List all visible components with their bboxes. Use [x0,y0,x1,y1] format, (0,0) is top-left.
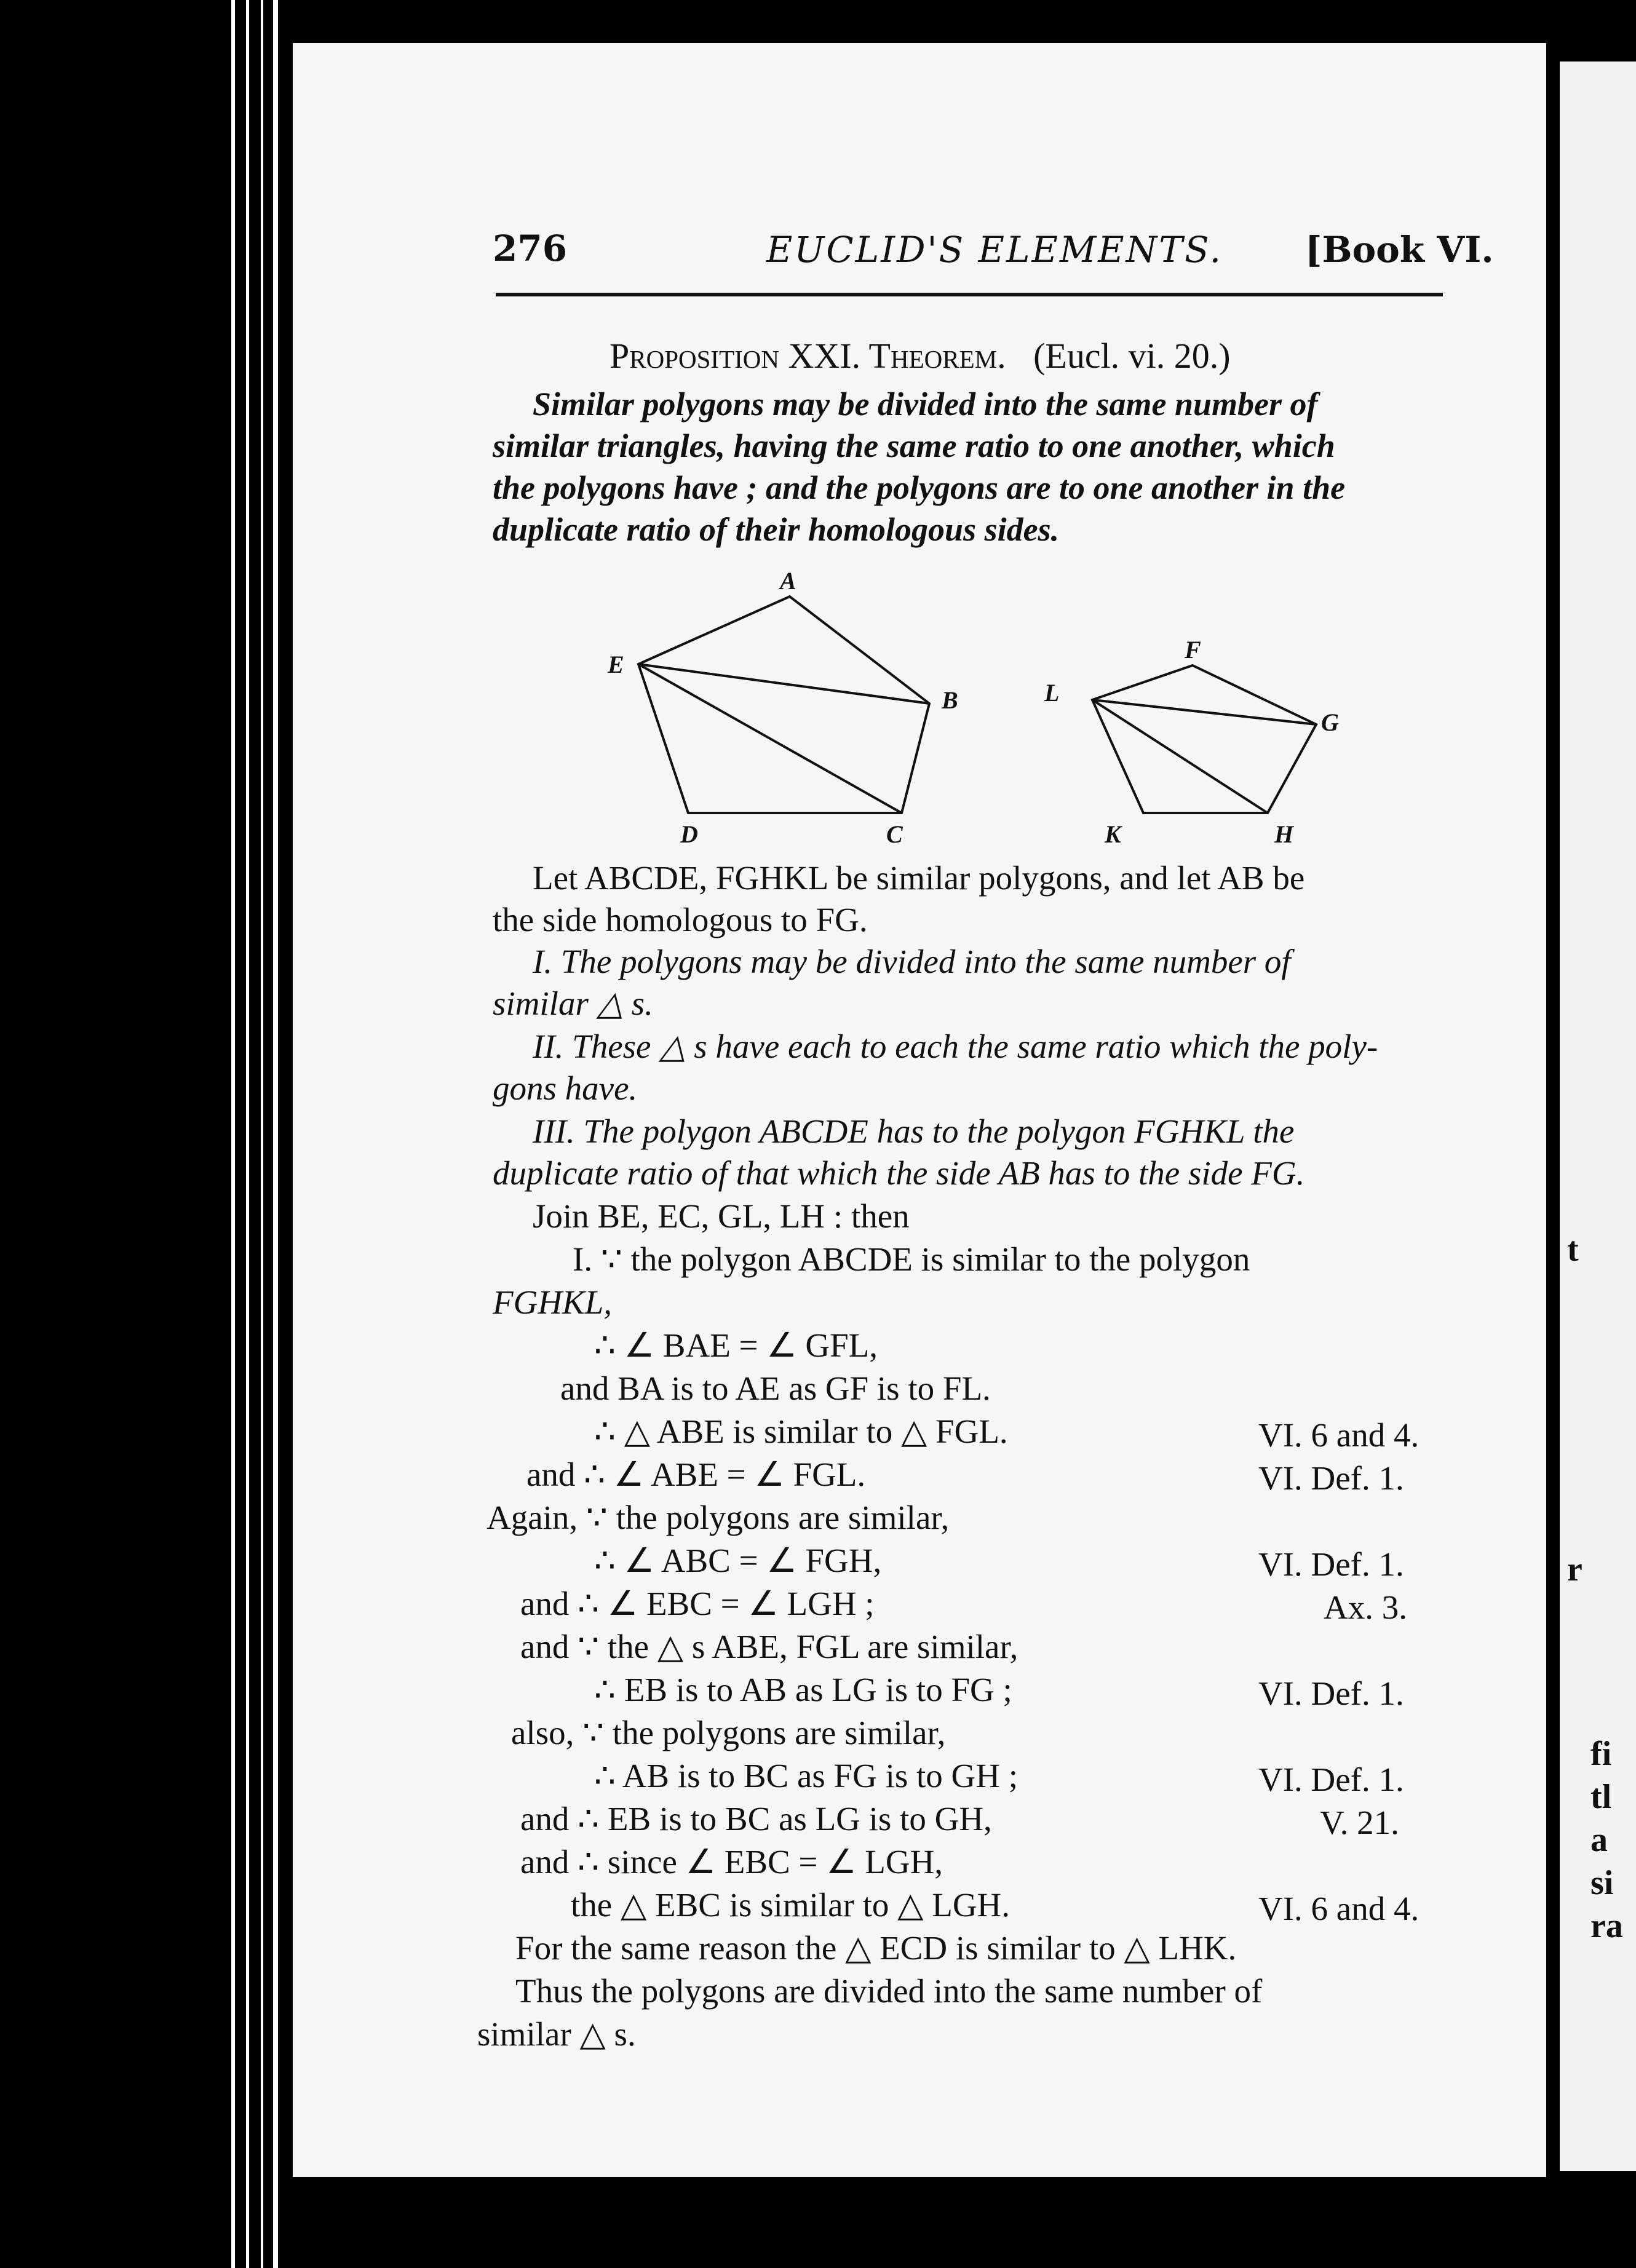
polygon-figure [293,43,1546,867]
binding-edge [261,0,263,2268]
proposition-title: Proposition XXI. Theorem. [610,336,1006,376]
facing-page [1560,61,1636,2171]
pentagon-abcde [638,597,929,813]
facing-fragment: si [1590,1864,1614,1902]
facing-fragment: t [1567,1231,1579,1269]
proof-step: Again, ∵ the polygons are similar, [486,1499,950,1536]
facing-fragment: ra [1590,1907,1623,1945]
proof-step: the △ EBC is similar to △ LGH. [571,1886,1011,1924]
label-e: E [608,651,624,678]
proof-reference: VI. Def. 1. [1258,1545,1404,1583]
pentagon-fghkl [1092,665,1316,813]
closing-line: For the same reason the △ ECD is similar to △ LHK. [515,1929,1237,1967]
proof-reference: VI. Def. 1. [1258,1675,1404,1712]
proof-reference: V. 21. [1320,1804,1399,1841]
enunciation-line: Similar polygons may be divided into the same number of [533,386,1318,422]
body-line: Let ABCDE, FGHKL be similar polygons, and let AB be [533,859,1305,897]
book-page [293,43,1546,2177]
label-a: A [780,567,796,595]
page-number: 276 [493,228,568,269]
binding-edge [273,0,278,2268]
body-line: gons have. [493,1069,638,1107]
label-f: F [1185,636,1201,664]
proof-reference: VI. 6 and 4. [1258,1890,1420,1927]
body-line: II. These △ s have each to each the same ratio which the poly- [533,1028,1378,1065]
proof-reference: VI. Def. 1. [1258,1459,1404,1497]
binding-edge [246,0,249,2268]
facing-fragment: r [1567,1550,1582,1588]
proof-step: and BA is to AE as GF is to FL. [560,1370,991,1407]
proof-step: ∴ ∠ BAE = ∠ GFL, [594,1326,878,1364]
binding-edge [231,0,235,2268]
proof-step: and ∵ the △ s ABE, FGL are similar, [520,1628,1019,1665]
body-line: FGHKL, [493,1283,613,1321]
proof-step: and ∴ ∠ ABE = ∠ FGL. [526,1456,866,1493]
proof-step: and ∴ ∠ EBC = ∠ LGH ; [520,1585,875,1622]
proof-step: ∴ ∠ ABC = ∠ FGH, [594,1542,882,1579]
facing-fragment: fi [1590,1735,1612,1773]
enunciation-line: similar triangles, having the same ratio to one another, which [493,427,1335,464]
running-title: EUCLID'S ELEMENTS. [766,229,1223,271]
enunciation-line: duplicate ratio of their homologous sides. [493,511,1060,548]
proof-reference: VI. Def. 1. [1258,1761,1404,1798]
proof-step: and ∴ since ∠ EBC = ∠ LGH, [520,1843,943,1881]
proposition-ref: (Eucl. vi. 20.) [1033,336,1231,376]
proof-step: ∴ △ ABE is similar to △ FGL. [594,1413,1008,1450]
facing-fragment: a [1590,1821,1608,1859]
body-line: I. ∵ the polygon ABCDE is similar to the polygon [573,1240,1250,1278]
closing-line: similar △ s. [477,2015,636,2053]
book-label: [Book VI. [1305,229,1494,271]
label-h: H [1274,820,1294,848]
label-b: B [942,686,958,714]
proof-step: also, ∵ the polygons are similar, [511,1714,946,1751]
body-line: III. The polygon ABCDE has to the polygon FGHKL the [533,1112,1295,1150]
proof-step: ∴ EB is to AB as LG is to FG ; [594,1671,1012,1708]
body-line: Join BE, EC, GL, LH : then [533,1197,910,1235]
enunciation-line: the polygons have ; and the polygons are to one another in the [493,469,1346,506]
proof-reference: Ax. 3. [1324,1588,1407,1626]
label-c: C [886,820,903,848]
body-line: similar △ s. [493,985,653,1022]
proof-step: and ∴ EB is to BC as LG is to GH, [520,1800,992,1838]
body-line: duplicate ratio of that which the side AB has to the side FG. [493,1154,1305,1192]
facing-fragment: tl [1590,1778,1612,1816]
label-k: K [1105,820,1121,848]
body-line: the side homologous to FG. [493,901,868,938]
proof-step: ∴ AB is to BC as FG is to GH ; [594,1757,1019,1794]
body-line: I. The polygons may be divided into the same number of [533,943,1291,980]
proof-reference: VI. 6 and 4. [1258,1416,1420,1454]
label-d: D [680,820,698,848]
closing-line: Thus the polygons are divided into the same number of [515,1972,1263,2010]
label-l: L [1044,679,1060,707]
label-g: G [1321,708,1339,736]
